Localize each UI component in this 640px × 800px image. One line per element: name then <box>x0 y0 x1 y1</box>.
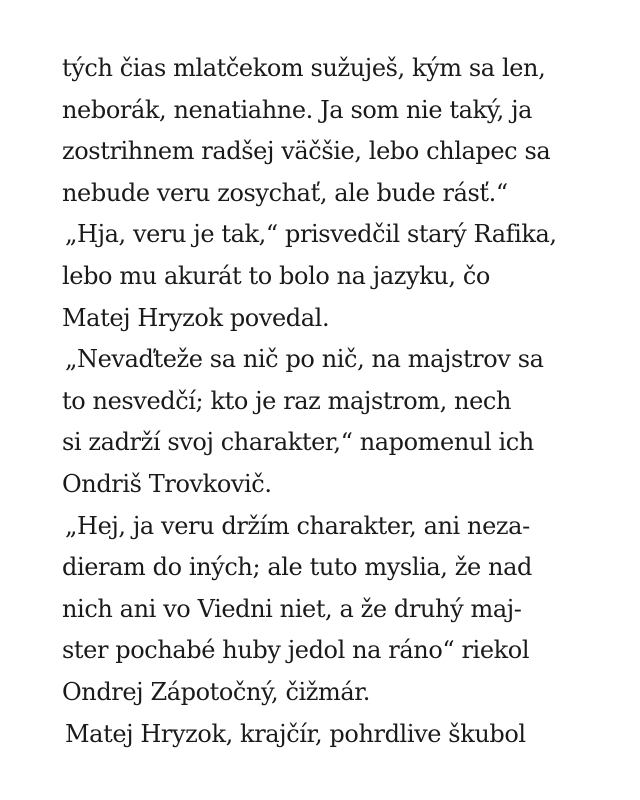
text-line-4: nebude veru zosychať, ale bude rásť.“ <box>62 178 508 207</box>
text-line-12: „Hej, ja veru držím charakter, ani neza- <box>65 511 530 540</box>
page-text <box>62 48 602 755</box>
text-line-11: Ondriš Trovkovič. <box>62 469 272 498</box>
text-line-6: lebo mu akurát to bolo na jazyku, čo <box>62 261 490 290</box>
text-line-15: ster pochabé huby jedol na ráno“ riekol <box>62 636 530 665</box>
text-line-7: Matej Hryzok povedal. <box>62 303 330 332</box>
text-line-13: dieram do iných; ale tuto myslia, že nad <box>62 553 532 582</box>
text-line-14: nich ani vo Viedni niet, a že druhý maj- <box>62 594 522 623</box>
text-line-17: Matej Hryzok, krajčír, pohrdlive škubol <box>65 719 526 748</box>
text-line-9: to nesvedčí; kto je raz majstrom, nech <box>62 386 512 415</box>
text-line-8: „Nevaďteže sa nič po nič, na majstrov sa <box>65 345 544 374</box>
text-line-16: Ondrej Zápotočný, čižmár. <box>62 677 370 706</box>
text-line-1: tých čias mlatčekom sužuješ, kým sa len, <box>62 54 546 82</box>
text-line-3: zostrihnem radšej väčšie, lebo chlapec sa <box>62 137 551 166</box>
text-line-2: neborák, nenatiahne. Ja som nie taký, ja <box>62 95 533 124</box>
text-line-5: „Hja, veru je tak,“ prisvedčil starý Rafika, <box>65 220 557 249</box>
text-line-10: si zadrží svoj charakter,“ napomenul ich <box>62 428 534 457</box>
